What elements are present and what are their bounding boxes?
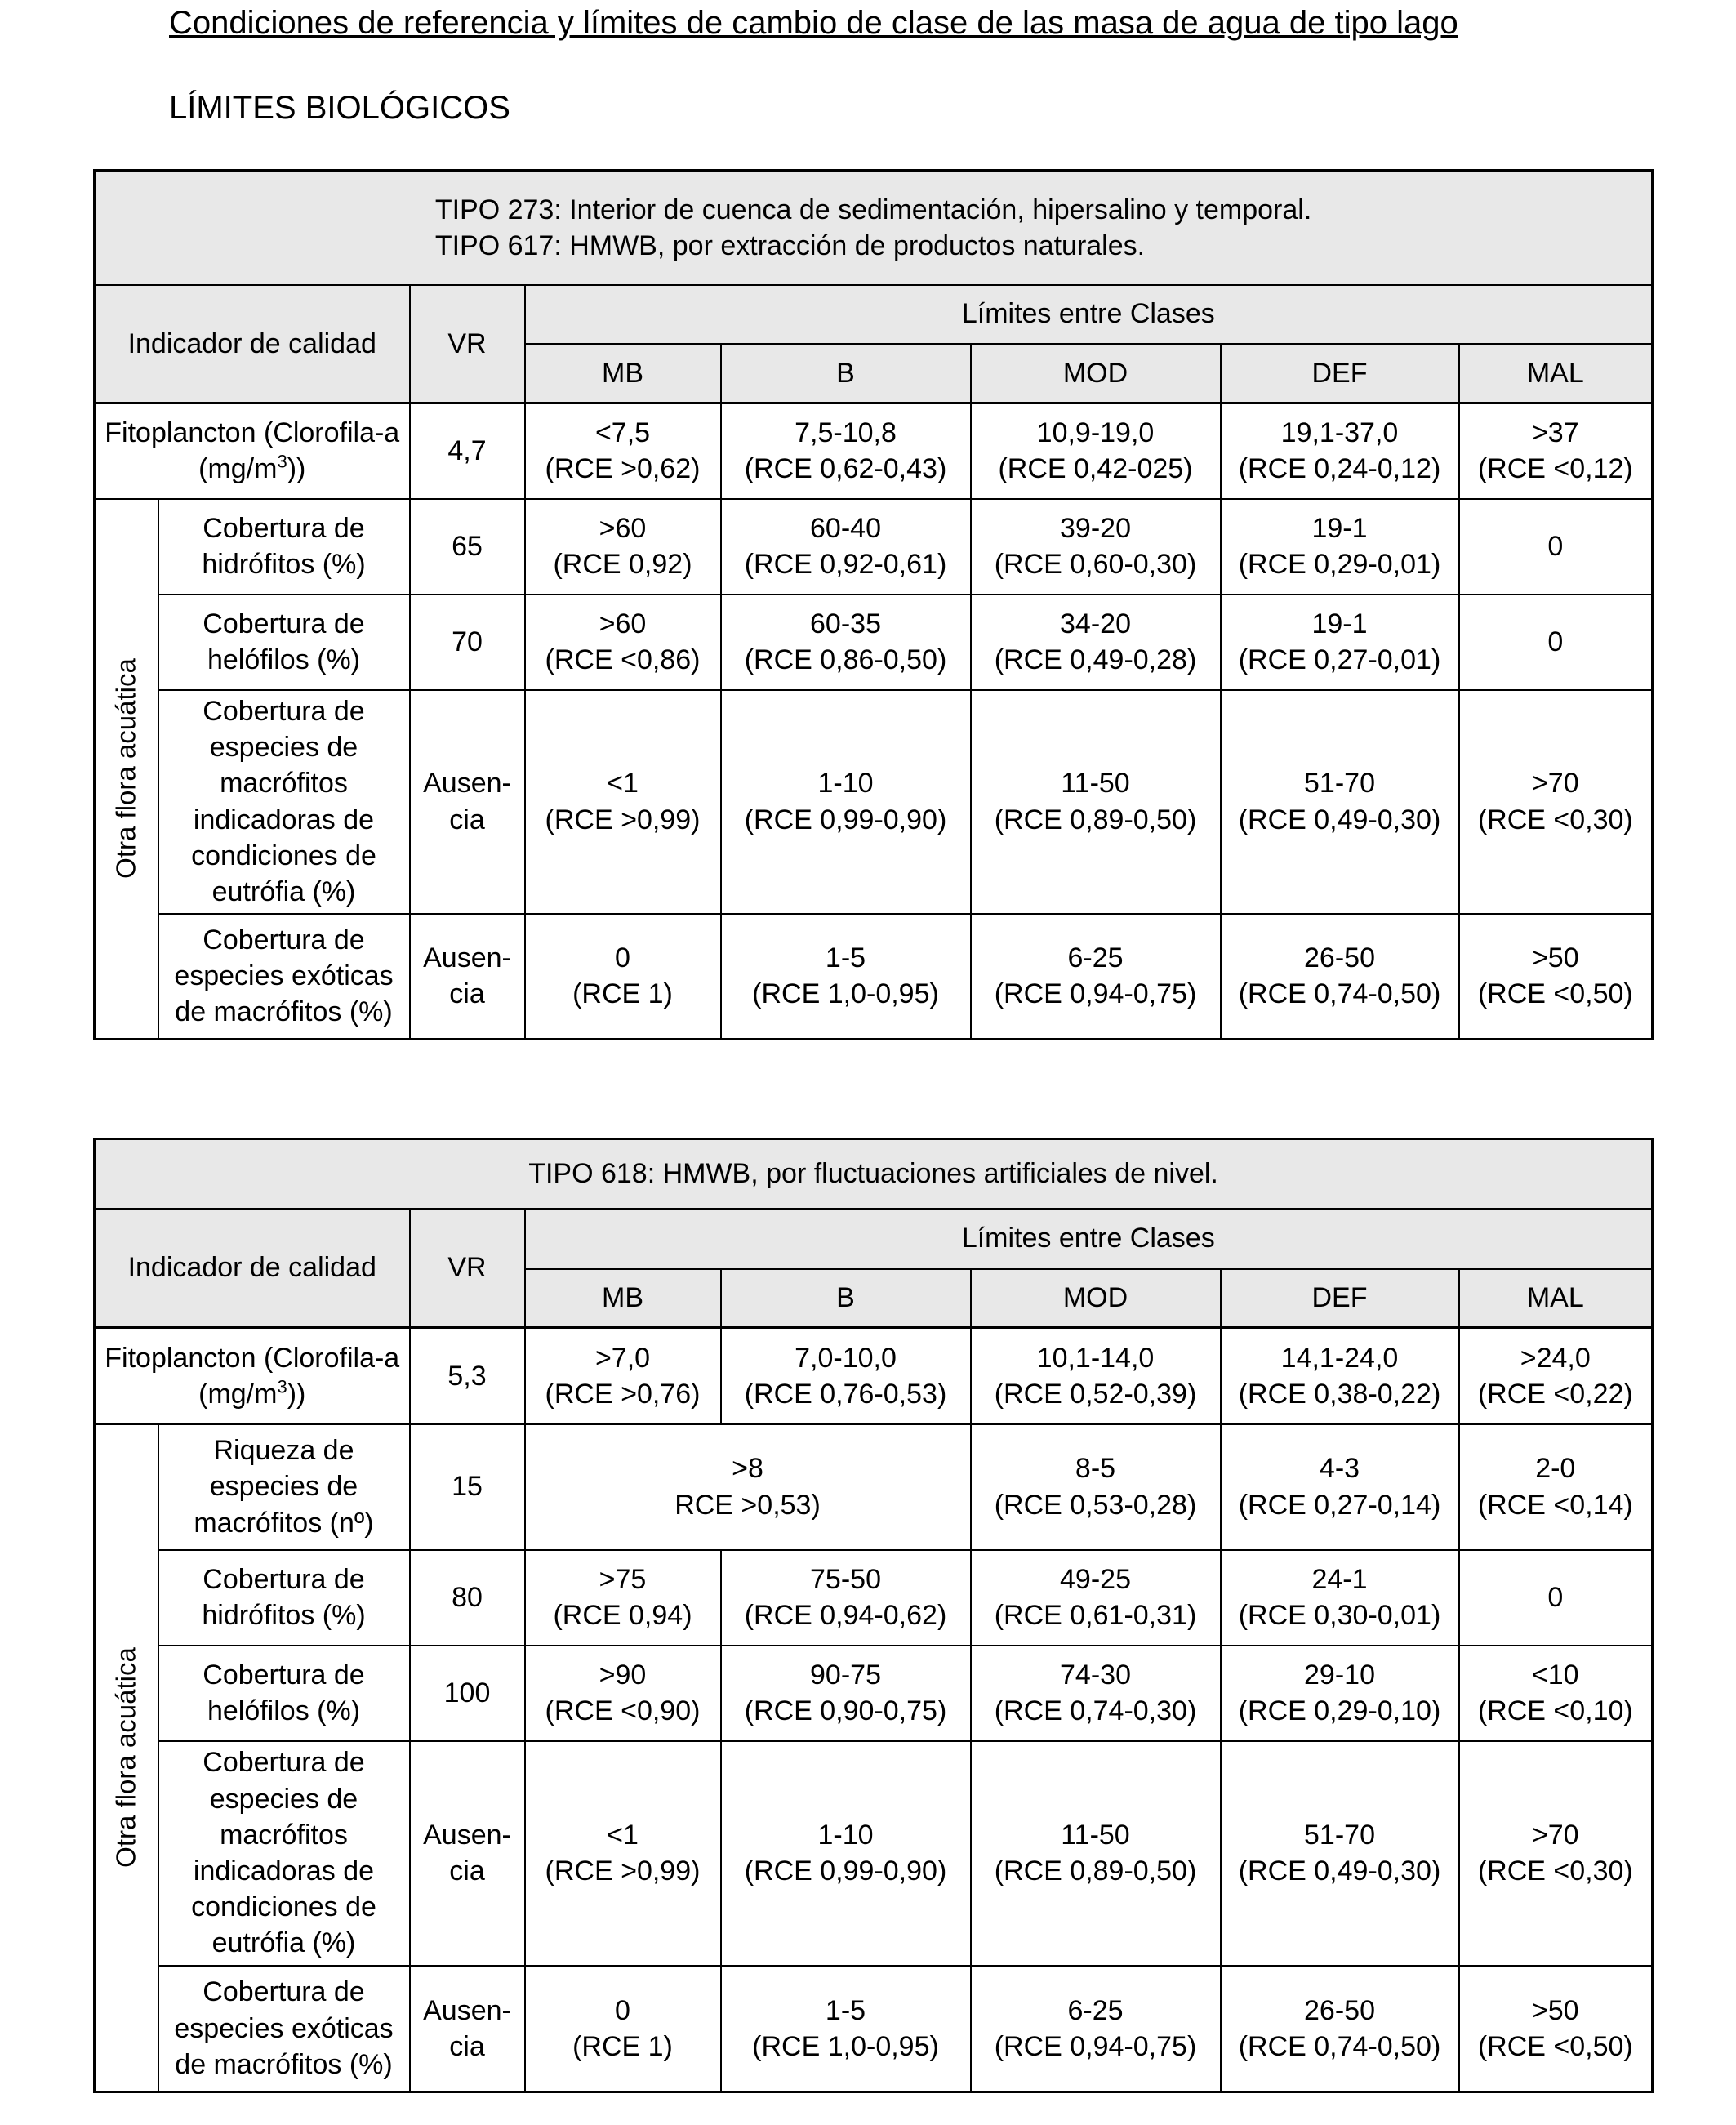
vr-value: 15 [410,1424,525,1550]
indicator-label: Cobertura de especies de macrófitos indicadoras de condiciones de eutrófia (%) [158,1741,410,1966]
cell-mb: <7,5 (RCE >0,62) [525,403,721,499]
class-def-header: DEF [1221,1269,1459,1328]
cell-b: 1-10 (RCE 0,99-0,90) [721,690,971,914]
cell-mb: >90 (RCE <0,90) [525,1646,721,1741]
cell-mod: 10,9-19,0 (RCE 0,42-025) [971,403,1221,499]
cell-b: 1-10 (RCE 0,99-0,90) [721,1741,971,1966]
cell-mal: 2-0 (RCE <0,14) [1459,1424,1653,1550]
cell-mal: >50 (RCE <0,50) [1459,1966,1653,2092]
cell-def: 4-3 (RCE 0,27-0,14) [1221,1424,1459,1550]
table-row [95,914,1653,1040]
cell-mb: <1 (RCE >0,99) [525,690,721,914]
class-b-header: B [721,1269,971,1328]
tipo-header [95,1139,1653,1209]
fitoplancton-label: Fitoplancton (Clorofila-a $(mg/m^3)$) [95,1328,410,1424]
indicator-label: Cobertura de especies exóticas de macrófitos (%) [158,914,410,1040]
cell-mod: 6-25 (RCE 0,94-0,75) [971,1966,1221,2092]
class-mb-header: MB [525,344,721,403]
cell-b: 75-50 (RCE 0,94-0,62) [721,1550,971,1646]
cell-mod: 34-20 (RCE 0,49-0,28) [971,595,1221,690]
cell-b: 7,5-10,8 (RCE 0,62-0,43) [721,403,971,499]
cell-mb: >75 (RCE 0,94) [525,1550,721,1646]
group-label-cell [95,499,158,1040]
class-def-header: DEF [1221,344,1459,403]
group-label: Otra flora acuática [110,658,141,880]
limits-header: Límites entre Clases [525,285,1653,344]
vr-value: 100 [410,1646,525,1741]
table-row [95,1328,1653,1424]
cell-mod: 11-50 (RCE 0,89-0,50) [971,1741,1221,1966]
cell-mod: 74-30 (RCE 0,74-0,30) [971,1646,1221,1741]
cell-def: 19-1 (RCE 0,27-0,01) [1221,595,1459,690]
indicator-label: Cobertura de helófilos (%) [158,595,410,690]
cell-mod: 6-25 (RCE 0,94-0,75) [971,914,1221,1040]
limits-table-tipo-273-617 [93,169,1654,1040]
cell-mod: 39-20 (RCE 0,60-0,30) [971,499,1221,595]
table-row [95,595,1653,690]
cell-def: 19,1-37,0 (RCE 0,24-0,12) [1221,403,1459,499]
section-title: LÍMITES BIOLÓGICOS [169,90,510,126]
vr-value: 4,7 [410,403,525,499]
tipo-line-2: TIPO 617: HMWB, por extracción de productos naturales. [434,229,1146,261]
cell-mal: <10 (RCE <0,10) [1459,1646,1653,1741]
cell-mal: 0 [1459,499,1653,595]
cell-mal: 0 [1459,1550,1653,1646]
cell-mod: 10,1-14,0 (RCE 0,52-0,39) [971,1328,1221,1424]
cell-mb: 0 (RCE 1) [525,914,721,1040]
group-label: Otra flora acuática [110,1647,141,1869]
indicator-label: Cobertura de helófilos (%) [158,1646,410,1741]
table-row [95,1424,1653,1550]
indicator-header: Indicador de calidad [95,1209,410,1328]
cell-b: 7,0-10,0 (RCE 0,76-0,53) [721,1328,971,1424]
indicator-label: Cobertura de especies de macrófitos indicadoras de condiciones de eutrófia (%) [158,690,410,914]
cell-b: 60-40 (RCE 0,92-0,61) [721,499,971,595]
table-row [95,1646,1653,1741]
cell-def: 14,1-24,0 (RCE 0,38-0,22) [1221,1328,1459,1424]
cell-mal: >50 (RCE <0,50) [1459,914,1653,1040]
vr-value: Ausen-cia [410,690,525,914]
cell-mb: >60 (RCE 0,92) [525,499,721,595]
tipo-line-1: TIPO 618: HMWB, por fluctuaciones artificiales de nivel. [528,1158,1218,1190]
class-b-header: B [721,344,971,403]
cell-mal: >37 (RCE <0,12) [1459,403,1653,499]
cell-mod: 8-5 (RCE 0,53-0,28) [971,1424,1221,1550]
vr-header: VR [410,1209,525,1328]
class-mod-header: MOD [971,1269,1221,1328]
vr-value: 65 [410,499,525,595]
cell-def: 29-10 (RCE 0,29-0,10) [1221,1646,1459,1741]
cell-b: 1-5 (RCE 1,0-0,95) [721,914,971,1040]
limits-table-tipo-618 [93,1138,1654,2093]
limits-header: Límites entre Clases [525,1209,1653,1269]
table-row [95,403,1653,499]
indicator-label: Cobertura de hidrófitos (%) [158,499,410,595]
document-title: Condiciones de referencia y límites de cambio de clase de las masa de agua de tipo lago [169,5,1458,41]
indicator-label: Cobertura de hidrófitos (%) [158,1550,410,1646]
cell-mb: >7,0 (RCE >0,76) [525,1328,721,1424]
cell-def: 26-50 (RCE 0,74-0,50) [1221,914,1459,1040]
class-mal-header: MAL [1459,1269,1653,1328]
table-row [95,1550,1653,1646]
vr-value: 80 [410,1550,525,1646]
cell-def: 51-70 (RCE 0,49-0,30) [1221,1741,1459,1966]
tipo-header [95,171,1653,285]
group-label-cell [95,1424,158,2092]
class-mod-header: MOD [971,344,1221,403]
cell-mb-b-merged: >8 RCE >0,53) [525,1424,971,1550]
cell-b: 90-75 (RCE 0,90-0,75) [721,1646,971,1741]
cell-mal: >70 (RCE <0,30) [1459,690,1653,914]
class-mb-header: MB [525,1269,721,1328]
cell-mal: 0 [1459,595,1653,690]
vr-value: Ausen-cia [410,1966,525,2092]
vr-value: Ausen-cia [410,1741,525,1966]
indicator-label: Cobertura de especies exóticas de macrófitos (%) [158,1966,410,2092]
cell-b: 60-35 (RCE 0,86-0,50) [721,595,971,690]
cell-mb: <1 (RCE >0,99) [525,1741,721,1966]
cell-b: 1-5 (RCE 1,0-0,95) [721,1966,971,2092]
table-row [95,499,1653,595]
cell-mod: 11-50 (RCE 0,89-0,50) [971,690,1221,914]
indicator-header: Indicador de calidad [95,285,410,403]
class-mal-header: MAL [1459,344,1653,403]
table-row [95,1741,1653,1966]
table-row [95,1966,1653,2092]
indicator-label: Riqueza de especies de macrófitos (nº) [158,1424,410,1550]
cell-mb: >60 (RCE <0,86) [525,595,721,690]
cell-mod: 49-25 (RCE 0,61-0,31) [971,1550,1221,1646]
tipo-line-1: TIPO 273: Interior de cuenca de sedimentación, hipersalino y temporal. [434,194,1312,225]
cell-mal: >70 (RCE <0,30) [1459,1741,1653,1966]
cell-def: 51-70 (RCE 0,49-0,30) [1221,690,1459,914]
cell-mal: >24,0 (RCE <0,22) [1459,1328,1653,1424]
fitoplancton-label: Fitoplancton (Clorofila-a $(mg/m^3)$) [95,403,410,499]
cell-mb: 0 (RCE 1) [525,1966,721,2092]
table-row [95,690,1653,914]
vr-header: VR [410,285,525,403]
cell-def: 24-1 (RCE 0,30-0,01) [1221,1550,1459,1646]
cell-def: 26-50 (RCE 0,74-0,50) [1221,1966,1459,2092]
vr-value: Ausen-cia [410,914,525,1040]
cell-def: 19-1 (RCE 0,29-0,01) [1221,499,1459,595]
vr-value: 70 [410,595,525,690]
vr-value: 5,3 [410,1328,525,1424]
